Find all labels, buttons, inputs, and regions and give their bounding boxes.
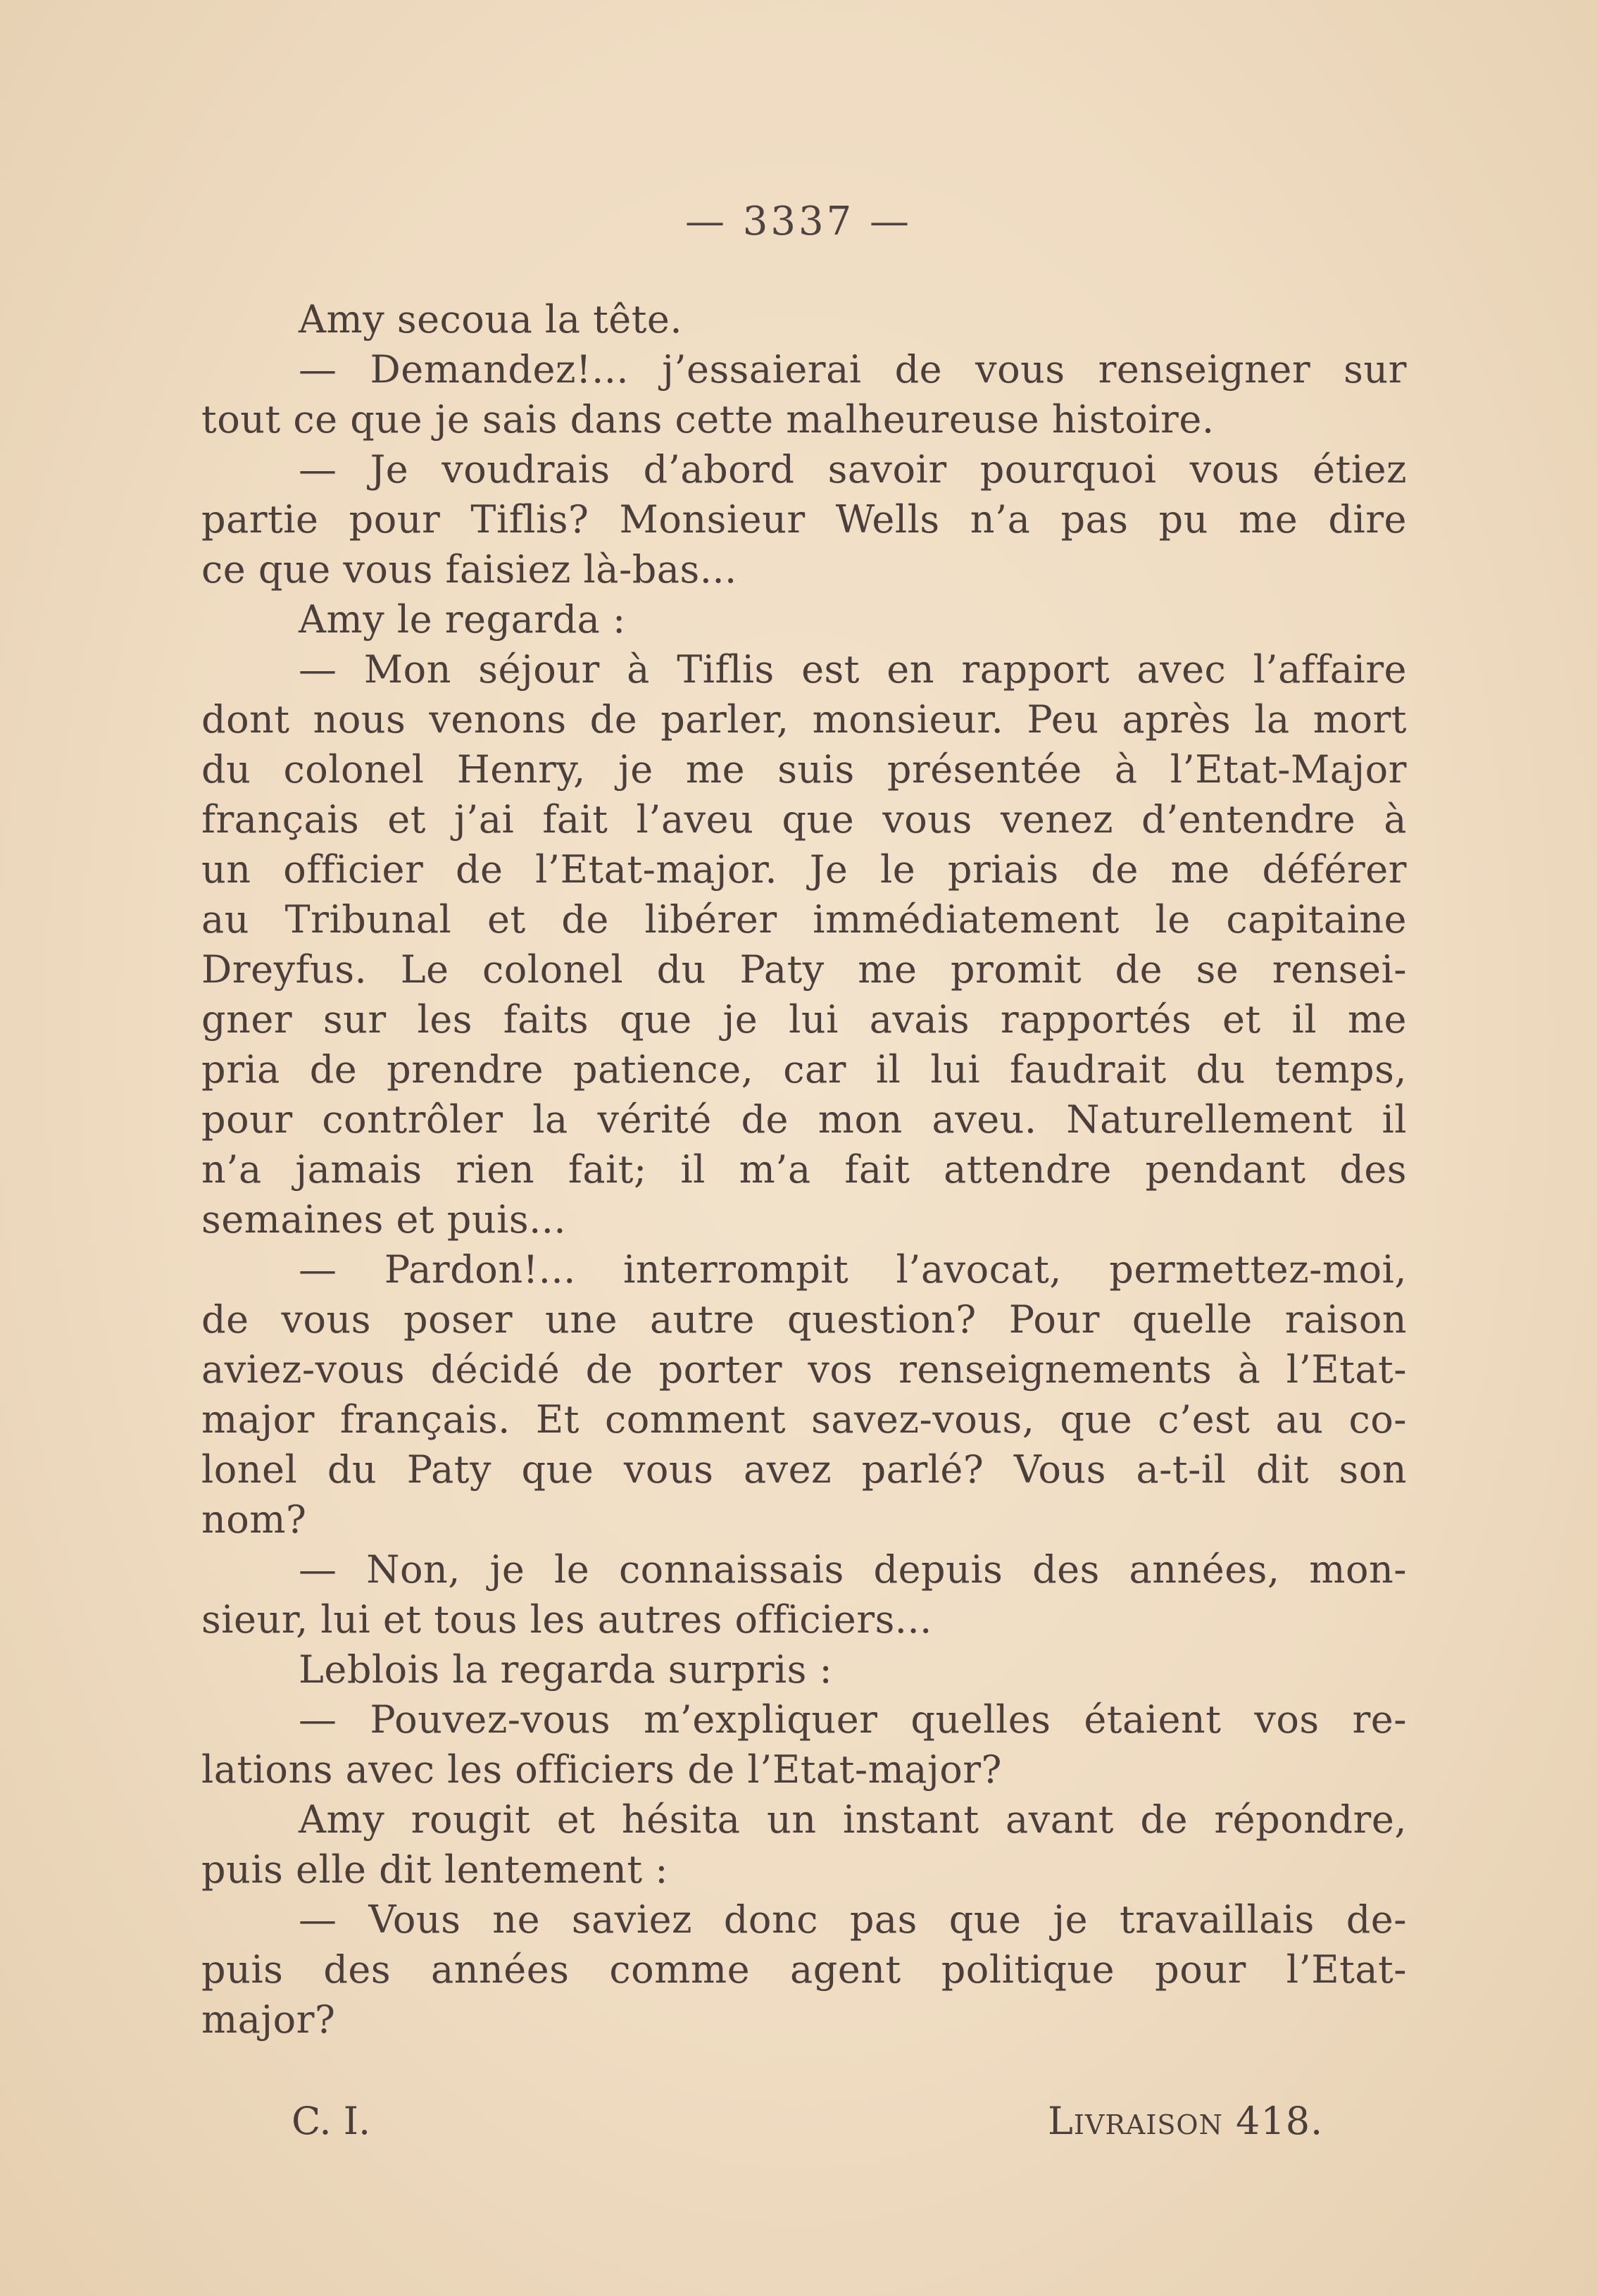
text-line: puis des années comme agent politique pour l’Etat- [201, 1947, 1407, 1992]
text-line: — Demandez!... j’essaierai de vous renseigner sur [299, 347, 1407, 392]
text-line: pour contrôler la vérité de mon aveu. Naturellement il [201, 1097, 1407, 1142]
text-line: major français. Et comment savez-vous, que c’est au co- [201, 1397, 1407, 1442]
text-line: Amy le regarda : [299, 597, 626, 642]
text-line: Leblois la regarda surpris : [299, 1647, 833, 1692]
text-line: — Non, je le connaissais depuis des années, mon- [299, 1547, 1407, 1592]
text-line: n’a jamais rien fait; il m’a fait attendre pendant des [201, 1147, 1407, 1192]
text-line: tout ce que je sais dans cette malheureuse histoire. [201, 397, 1215, 442]
page-footer [0, 2099, 1597, 2155]
body-text [201, 294, 1407, 2045]
text-line: — Pardon!... interrompit l’avocat, permettez-moi, [299, 1247, 1407, 1292]
text-line: — Vous ne saviez donc pas que je travaillais de- [299, 1897, 1407, 1942]
text-line: de vous poser une autre question? Pour quelle raison [201, 1297, 1407, 1342]
text-line: ce que vous faisiez là-bas... [201, 547, 737, 592]
text-line: — Je voudrais d’abord savoir pourquoi vous étiez [299, 447, 1407, 492]
text-line: aviez-vous décidé de porter vos renseignements à l’Etat- [201, 1347, 1407, 1392]
text-line: lonel du Paty que vous avez parlé? Vous a-t-il dit son [201, 1447, 1407, 1492]
text-line: lations avec les officiers de l’Etat-major? [201, 1747, 1002, 1792]
text-line: sieur, lui et tous les autres officiers... [201, 1597, 932, 1642]
text-line: du colonel Henry, je me suis présentée à l’Etat-Major [201, 747, 1407, 792]
text-line: — Mon séjour à Tiflis est en rapport avec l’affaire [299, 647, 1407, 692]
text-line: nom? [201, 1497, 307, 1542]
text-line: gner sur les faits que je lui avais rapportés et il me [201, 997, 1407, 1042]
text-line: partie pour Tiflis? Monsieur Wells n’a pas pu me dire [201, 497, 1407, 542]
livraison-number: 418. [1235, 2099, 1324, 2143]
footer-livraison [1048, 2099, 1323, 2143]
livraison-label: Livraison [1048, 2099, 1223, 2143]
page-number: — 3337 — [684, 199, 913, 244]
text-line: dont nous venons de parler, monsieur. Peu après la mort [201, 697, 1407, 742]
text-line: semaines et puis... [201, 1197, 567, 1242]
text-line: Amy rougit et hésita un instant avant de répondre, [299, 1797, 1407, 1842]
text-line: Amy secoua la tête. [299, 297, 683, 342]
text-line: un officier de l’Etat-major. Je le priais de me déférer [201, 847, 1407, 892]
footer-signature: C. I. [292, 2099, 371, 2143]
text-line: au Tribunal et de libérer immédiatement le capitaine [201, 897, 1407, 942]
text-line: — Pouvez-vous m’expliquer quelles étaient vos re- [299, 1697, 1407, 1742]
text-line: major? [201, 1997, 336, 2042]
text-line: puis elle dit lentement : [201, 1847, 668, 1892]
text-line: français et j’ai fait l’aveu que vous venez d’entendre à [201, 797, 1407, 842]
text-line: Dreyfus. Le colonel du Paty me promit de se rensei- [201, 947, 1407, 992]
text-line: pria de prendre patience, car il lui faudrait du temps, [201, 1047, 1407, 1092]
